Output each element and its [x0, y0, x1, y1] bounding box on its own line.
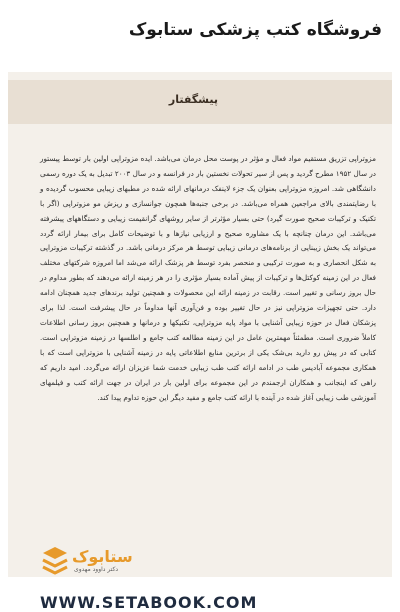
preface-paragraph: مزوتراپی تزریق مستقیم مواد فعال و مؤثر در پوست محل درمان می‌باشد. ایده مزوتراپی اولین بار توسط پیستور در سال ۱۹۵۲ مطرح گردید و پس از سیر تحولات نخستین بار در فرانسه و در سال ۲۰۰۳ تبدیل به یک دوره رسمی دانشگاهی شد. امروزه مزوتراپی بعنوان یک جزء لاینفک درمانهای ارائه شده در مطبهای زیبایی محسوب گردیده و با رضایتمندی بالای مراجعین همراه می‌باشد. در برخی جنبه‌ها همچون جوانسازی و ریزش مو مزوتراپی (اگر با تکنیک و ترکیبات صحیح صورت گیرد) حتی بسیار مؤثرتر از سایر روشهای گرانقیمت زیبایی و دستگاههای پیشرفته می‌باشد. این درمان چنانچه با یک مشاوره صحیح و ارزیابی نیازها و با توضیحات کامل برای بیمار ارائه گردد می‌تواند یک بخش زیبنایی از برنامه‌های درمانی زیبایی توسط هر مرکز درمانی باشد. در گذشته ترکیبات مزوتراپی به شکل انحصاری و به صورت ترکیبی و منحصر بفرد توسط هر پزشک ارائه می‌شد اما امروزه شرکتهای مختلف فعال در این زمینه کوکتل‌ها و ترکیبات از پیش آماده بسیار مؤثری را در هر زمینه ارائه می‌دهند که بطور مداوم در حال بروز رسانی و تغییر است. رقابت در زمینه ارائه این محصولات و همچنین تولید برندهای جدید همچنان ادامه دارد. حتی تجهیزات مزوتراپی نیز در حال تغییر بوده و فن‌آوری آنها مداوماً در حال پیشرفت است. لذا برای پزشکان فعال در حوزه زیبایی آشنایی با مواد پایه مزوتراپی، تکنیکها و درمانها و همچنین بروز رسانی اطلاعات کاملاً ضروری است. مطمئناً مهمترین عامل در این زمینه مطالعه کتب جامع و اطلسها در زمینه مزوتراپی است. کتابی که در پیش رو دارید بی‌شک یکی از برترین منابع اطلاعاتی پایه در زمینه آشنایی با مزوتراپی است که با همکاری مجموعه آبادیس طب در ادامه ارائه کتب طب زیبایی خدمت شما عزیزان ارائه می‌گردد. امید داریم که راهی که اینجانب و همکاران ارجمندم در این مجموعه برای اولین بار در ایران در جهت ارائه کتب و فیلمهای آموزشی طب زیبایی آغاز شده در آینده با ارائه کتب جامع و مفید دیگر این حوزه تداوم پیدا کند.: [40, 154, 376, 402]
preface-panel: [8, 72, 392, 612]
site-url-link[interactable]: WWW.SETABOOK.COM: [40, 593, 258, 612]
logo-subtitle: دکتر داوود مهدوی: [74, 566, 118, 573]
stacked-books-logo-icon: [40, 545, 70, 575]
preface-title-bar: [8, 80, 392, 124]
store-header: [0, 0, 400, 70]
store-title: فروشگاه کتب پزشکی ستابوک: [128, 20, 382, 40]
setabook-logo: [40, 542, 136, 578]
logo-word: ستابوک: [72, 547, 133, 566]
preface-body: [40, 152, 376, 405]
preface-title: پیشگفتار: [168, 93, 218, 106]
